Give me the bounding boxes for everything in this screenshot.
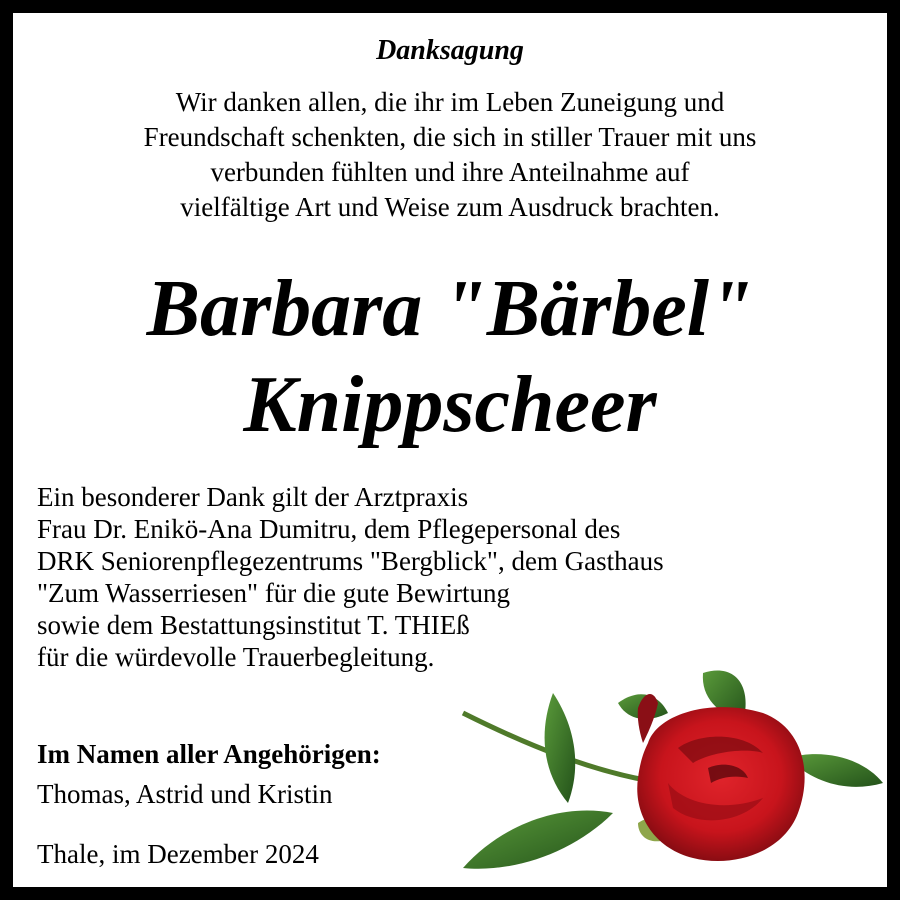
intro-line: vielfältige Art und Weise zum Ausdruck brachten.	[180, 192, 720, 222]
deceased-name	[13, 261, 887, 453]
deceased-name-line: Barbara "Bärbel"	[146, 265, 754, 353]
thanks-line: "Zum Wasserriesen" für die gute Bewirtung	[37, 578, 511, 608]
thanks-text	[37, 481, 664, 673]
place-date: Thale, im Dezember 2024	[37, 839, 319, 869]
intro-text	[13, 85, 887, 225]
intro-line: Freundschaft schenkten, die sich in stiller Trauer mit uns	[143, 122, 757, 152]
thanks-line: Frau Dr. Enikö-Ana Dumitru, dem Pflegepersonal des	[37, 514, 621, 544]
signoff-names: Thomas, Astrid und Kristin	[37, 779, 333, 809]
intro-line: Wir danken allen, die ihr im Leben Zuneigung und	[175, 87, 725, 117]
notice-heading: Danksagung	[376, 35, 524, 66]
signoff-label: Im Namen aller Angehörigen:	[37, 739, 381, 769]
thanks-line: für die würdevolle Trauerbegleitung.	[37, 642, 435, 672]
thanks-line: DRK Seniorenpflegezentrums "Bergblick", dem Gasthaus	[37, 546, 664, 576]
deceased-name-line: Knippscheer	[243, 361, 657, 449]
rose-leaf	[463, 810, 613, 868]
rose-bloom	[637, 707, 804, 861]
red-rose-image	[443, 653, 887, 887]
intro-line: verbunden fühlten und ihre Anteilnahme auf	[210, 157, 690, 187]
thanks-line: sowie dem Bestattungsinstitut T. THIEß	[37, 610, 470, 640]
thanks-line: Ein besonderer Dank gilt der Arztpraxis	[37, 482, 469, 512]
rose-leaf	[545, 693, 576, 803]
